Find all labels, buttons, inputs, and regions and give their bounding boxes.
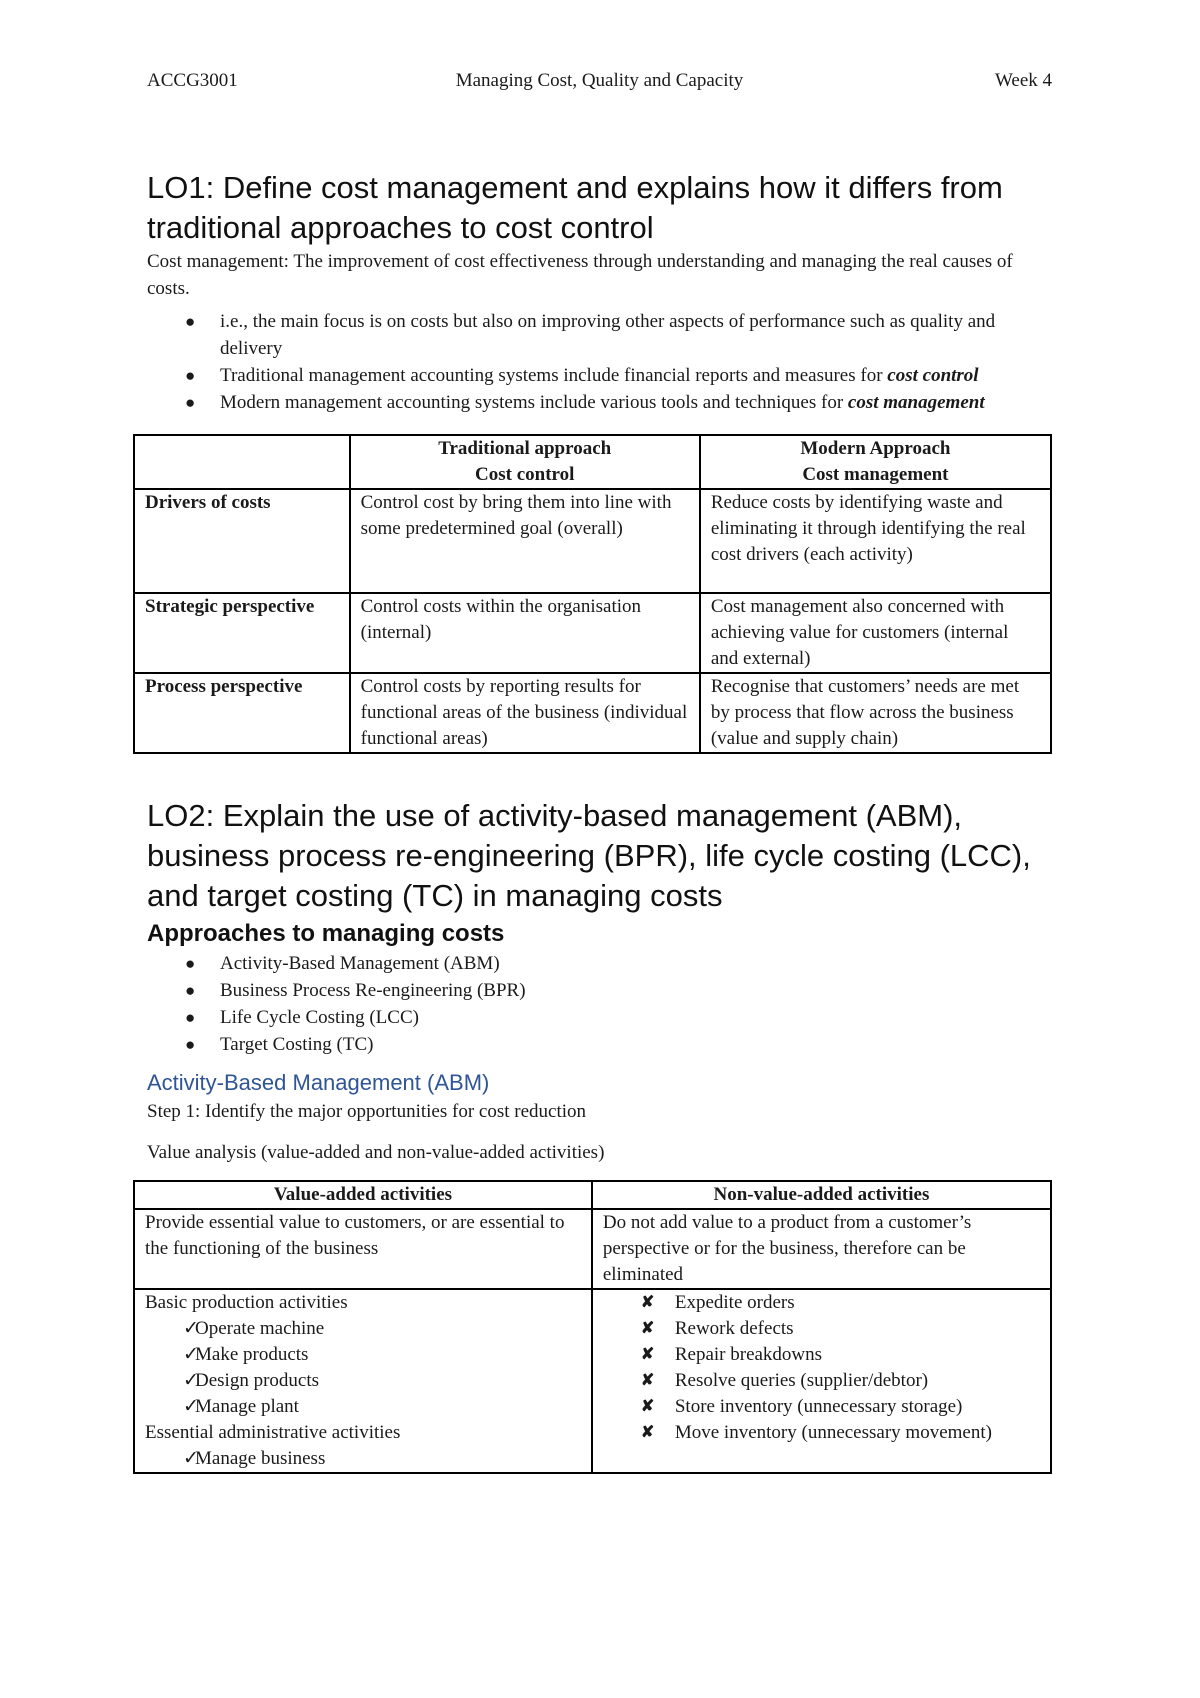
list-item: ✘ Expedite orders [603,1290,1040,1316]
cell-traditional: Control cost by bring them into line with some predetermined goal (overall) [350,489,700,593]
list-item: ✓ Make products [145,1342,581,1368]
header-course-code: ACCG3001 [147,70,238,91]
column-header-value-added: Value-added activities [134,1181,592,1209]
group-label: Essential administrative activities [145,1422,401,1443]
list-item: ✓ Manage business [145,1446,581,1472]
checkmark-icon: ✓ [183,1448,199,1469]
emphasis-term: cost control [887,365,979,386]
list-item: ✘ Rework defects [603,1316,1040,1342]
table-corner-cell [134,435,350,489]
checkmark-icon: ✓ [183,1370,199,1391]
lo1-heading: LO1: Define cost management and explains how it differs from traditional approaches to cost control [147,170,1003,245]
row-label: Drivers of costs [134,489,350,593]
cell-modern: Recognise that customers’ needs are met by process that flow across the business (value and supply chain) [700,673,1051,753]
emphasis-term: cost management [847,392,985,413]
cross-icon: ✘ [640,1424,655,1441]
list-item: ✘ Resolve queries (supplier/debtor) [603,1368,1040,1394]
cell-traditional: Control costs by reporting results for functional areas of the business (individual functional areas) [350,673,700,753]
cross-icon: ✘ [640,1294,655,1311]
column-header-traditional: Traditional approach Cost control [350,435,700,489]
table-header-row [134,1181,1051,1209]
header-title: Managing Cost, Quality and Capacity [455,70,744,91]
cross-icon: ✘ [640,1346,655,1363]
cost-approach-table [133,434,1052,754]
table-row [134,489,1051,593]
row-label: Process perspective [134,673,350,753]
step1-text: Step 1: Identify the major opportunities for cost reduction [147,1101,587,1122]
list-item: ● Activity-Based Management (ABM) [147,950,1052,977]
row-label: Strategic perspective [134,593,350,673]
cross-icon: ✘ [640,1372,655,1389]
value-added-examples [134,1289,592,1473]
bullet-icon: ● [185,1008,196,1027]
cell-modern: Cost management also concerned with achieving value for customers (internal and external) [700,593,1051,673]
list-item: ● Life Cycle Costing (LCC) [147,1004,1052,1031]
checkmark-icon: ✓ [183,1344,199,1365]
list-item: ✘ Repair breakdowns [603,1342,1040,1368]
column-header-non-value-added: Non-value-added activities [592,1181,1051,1209]
bullet-icon: ● [185,981,196,1000]
lo1-bullet-list [147,308,1052,416]
list-item: ✘ Store inventory (unnecessary storage) [603,1394,1040,1420]
bullet-icon: ● [185,312,196,331]
cross-icon: ✘ [640,1320,655,1337]
checkmark-icon: ✓ [183,1318,199,1339]
table-row [134,1209,1051,1289]
list-item: ✓ Operate machine [145,1316,581,1342]
table-row [134,1289,1051,1473]
bullet-icon: ● [185,393,196,412]
list-item: ✘ Move inventory (unnecessary movement) [603,1420,1040,1446]
value-analysis-text: Value analysis (value-added and non-value-added activities) [147,1142,605,1163]
value-analysis-table [133,1180,1052,1474]
document-body [147,168,1052,1474]
list-item: ✓ Design products [145,1368,581,1394]
approaches-subheading: Approaches to managing costs [147,920,505,947]
bullet-icon: ● [185,954,196,973]
list-item: ● Business Process Re-engineering (BPR) [147,977,1052,1004]
list-item: ● i.e., the main focus is on costs but also on improving other aspects of performance such as quality and delivery [147,308,1052,362]
approaches-list [147,950,1052,1058]
list-item: ● Modern management accounting systems include various tools and techniques for cost management [147,389,1052,416]
checkmark-icon: ✓ [183,1396,199,1417]
table-row [134,673,1051,753]
lo1-definition: Cost management: The improvement of cost effectiveness through understanding and managing the real causes of costs. [147,251,1013,299]
table-header-row [134,435,1051,489]
lo2-heading: LO2: Explain the use of activity-based management (ABM), business process re-engineering (BPR), life cycle costing (LCC), and target costing (TC) in managing costs [147,798,1031,913]
column-header-modern: Modern Approach Cost management [700,435,1051,489]
non-value-added-examples [592,1289,1051,1473]
cell-traditional: Control costs within the organisation (internal) [350,593,700,673]
bullet-icon: ● [185,1035,196,1054]
value-added-description: Provide essential value to customers, or are essential to the functioning of the business [134,1209,592,1289]
abm-heading: Activity-Based Management (ABM) [147,1070,490,1095]
list-item: ● Target Costing (TC) [147,1031,1052,1058]
bullet-icon: ● [185,366,196,385]
non-value-added-description: Do not add value to a product from a customer’s perspective or for the business, therefore can be eliminated [592,1209,1051,1289]
table-row [134,593,1051,673]
list-item: ✓ Manage plant [145,1394,581,1420]
running-header [147,70,1052,100]
group-label: Basic production activities [145,1292,348,1313]
list-item: ● Traditional management accounting systems include financial reports and measures for cost control [147,362,1052,389]
header-week: Week 4 [994,70,1052,91]
cell-modern: Reduce costs by identifying waste and eliminating it through identifying the real cost drivers (each activity) [700,489,1051,593]
cross-icon: ✘ [640,1398,655,1415]
